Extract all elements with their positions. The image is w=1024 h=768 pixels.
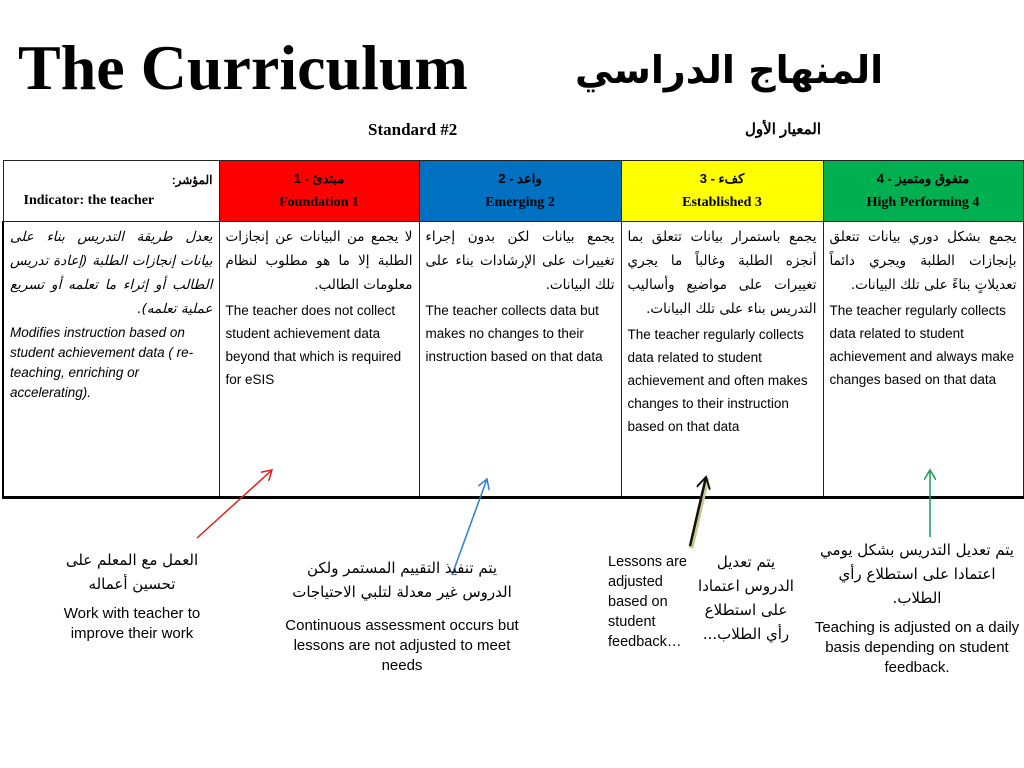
annotation-1-en: Work with teacher to improve their work bbox=[63, 605, 201, 642]
arrow-black-icon bbox=[690, 477, 706, 546]
annotation-3-ar: يتم تعديل الدروس اعتمادا على استطلاع رأي الطلاب... bbox=[698, 553, 794, 643]
level-4-en: High Performing 4 bbox=[866, 195, 980, 210]
annotation-2-en: Continuous assessment occurs but lessons are not adjusted to meet needs bbox=[285, 617, 519, 674]
descriptor-2-en: The teacher collects data but makes no changes to their instruction based on that data bbox=[425, 303, 603, 364]
annotation-3-en: Lessons are adjusted based on student feedback… bbox=[608, 554, 687, 650]
level-4-ar: متفوق ومتميز - 4 bbox=[876, 171, 970, 186]
annotation-4-ar: يتم تعديل التدريس بشكل يومي اعتمادا على استطلاع رأي الطلاب. bbox=[820, 541, 1014, 607]
indicator-label-en: Indicator: the teacher bbox=[23, 193, 155, 208]
level-1-en: Foundation 1 bbox=[279, 195, 359, 210]
annotation-4 bbox=[812, 538, 1022, 678]
level-1-ar: مبتدئ - 1 bbox=[293, 171, 345, 186]
descriptor-2-ar: يجمع بيانات لكن بدون إجراء تغييرات على الإرشادات بناء على تلك البيانات. bbox=[425, 229, 615, 293]
annotation-4-en: Teaching is adjusted on a daily basis depending on student feedback. bbox=[814, 619, 1020, 676]
annotation-1-ar: العمل مع المعلم على تحسين أعماله bbox=[65, 551, 199, 593]
descriptor-1-en: The teacher does not collect student achievement data beyond that which is required for eSIS bbox=[225, 303, 402, 387]
indicator-description-en: Modifies instruction based on student achievement data ( re-teaching, enriching or accelerating). bbox=[10, 325, 194, 400]
page-title-en: The Curriculum bbox=[18, 32, 468, 103]
annotation-1 bbox=[62, 548, 202, 644]
page-title-ar: المنهاج الدراسي bbox=[575, 48, 884, 92]
descriptor-4-en: The teacher regularly collects data related to student achievement and always make changes based on that data bbox=[829, 303, 1015, 387]
descriptor-4-ar: يجمع بشكل دوري بيانات تتعلق بإنجازات الطلبة ويجري دائماً تعديلاتٍ بناءً على تلك البيانات. bbox=[829, 229, 1017, 293]
standard-label-ar: المعيار الأول bbox=[745, 121, 822, 138]
arrow-red-icon bbox=[197, 470, 272, 538]
level-3-ar: كفء - 3 bbox=[699, 171, 745, 186]
annotation-2 bbox=[282, 556, 522, 676]
level-3-en: Established 3 bbox=[682, 195, 762, 210]
descriptor-1-ar: لا يجمع من البيانات عن إنجازات الطلبة إلا ما هو مطلوب لنظام معلومات الطالب. bbox=[225, 229, 413, 293]
level-2-en: Emerging 2 bbox=[485, 195, 555, 210]
indicator-description-ar: يعدل طريقة التدريس بناء على بيانات إنجازات الطلبة (إعادة تدريس الطالب أو إثراء ما تعلمه أو تسريع عملية تعلمه). bbox=[10, 229, 213, 317]
standard-label-en: Standard #2 bbox=[368, 120, 458, 139]
indicator-label-ar: المؤشر: bbox=[171, 173, 213, 187]
descriptor-3-en: The teacher regularly collects data related to student achievement and often makes changes to their instruction based on that data bbox=[627, 327, 808, 434]
descriptor-3-ar: يجمع باستمرار بيانات تتعلق بما أنجزه الطلبة وغالباً ما يجري تغييرات على مواضيع وأساليب التدريس بناء على تلك البيانات. bbox=[627, 229, 817, 317]
annotation-2-ar: يتم تنفيذ التقييم المستمر ولكن الدروس غير معدلة لتلبي الاحتياجات bbox=[292, 559, 512, 601]
level-2-ar: واعد - 2 bbox=[498, 171, 542, 186]
